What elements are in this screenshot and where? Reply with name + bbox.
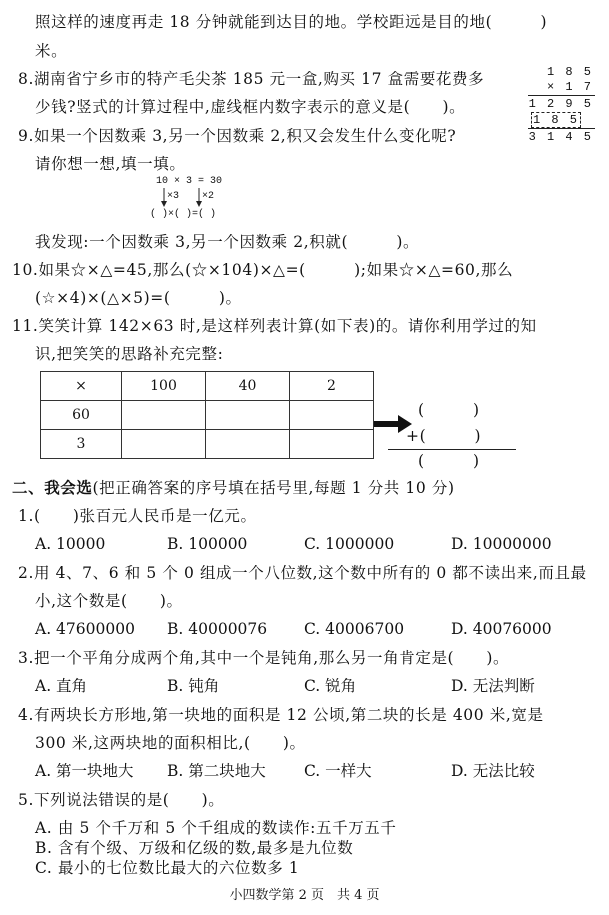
choice-question-5: 5.下列说法错误的是( )。	[18, 791, 225, 809]
option-a: A. 由 5 个千万和 5 个千组成的数读作:五千万五千	[35, 819, 397, 837]
question-9: 9.如果一个因数乘 3,另一个因数乘 2,积又会发生什么变化呢?	[18, 127, 457, 145]
table-cell: 100	[122, 372, 206, 401]
text-line: 照这样的速度再走 18 分钟就能到达目的地。学校距远是目的地( )	[35, 13, 548, 31]
option-d: D. 10000000	[451, 535, 552, 553]
choice-question-4: 300 米,这两块地的面积相比,( )。	[35, 734, 306, 752]
table-cell: 3	[41, 430, 122, 459]
page-footer: 小四数学第 2 页 共 4 页	[229, 888, 380, 903]
choice-question-3: 3.把一个平角分成两个角,其中一个是钝角,那么另一角肯定是( )。	[18, 649, 510, 667]
option-a: A. 47600000	[35, 620, 135, 638]
table-row	[41, 401, 374, 430]
option-c: C. 锐角	[304, 677, 357, 695]
vm-row: 1 8 5	[546, 65, 593, 79]
question-10: (☆×4)×(△×5)=( )。	[35, 289, 242, 307]
diagram-multiplier: ×2	[202, 191, 215, 202]
table-cell: 2	[290, 372, 374, 401]
sum-block	[388, 398, 516, 468]
option-d: D. 无法判断	[451, 677, 535, 695]
table-row	[41, 372, 374, 401]
table-cell	[290, 401, 374, 430]
question-9: 请你想一想,填一填。	[35, 155, 186, 173]
diagram-equation: 10 × 3 = 30	[156, 176, 223, 187]
choice-question-4: 4.有两块长方形地,第一块地的面积是 12 公顷,第二块的长是 400 米,宽是	[18, 706, 544, 724]
vm-rule	[528, 95, 595, 96]
table-row	[41, 430, 374, 459]
option-b: B. 含有个级、万级和亿级的数,最多是九位数	[35, 839, 354, 857]
choice-question-1: 1.( )张百元人民币是一亿元。	[18, 507, 257, 525]
option-a: A. 直角	[35, 677, 88, 695]
table-cell: 40	[206, 372, 290, 401]
option-b: B. 40000076	[167, 620, 268, 638]
option-c: C. 40006700	[304, 620, 405, 638]
vertical-multiplication	[520, 65, 595, 147]
vm-row: 3 1 4 5	[528, 130, 593, 144]
choice-question-2: 2.用 4、7、6 和 5 个 0 组成一个八位数,这个数中所有的 0 都不读出来,而且最	[18, 564, 587, 582]
table-cell	[206, 430, 290, 459]
table-cell: 60	[41, 401, 122, 430]
option-c: C. 1000000	[304, 535, 395, 553]
option-d: D. 40076000	[451, 620, 552, 638]
question-10: 10.如果☆×△=45,那么(☆×104)×△=( );如果☆×△=60,那么	[12, 261, 514, 279]
text-line: 米。	[35, 42, 68, 60]
table-cell	[206, 401, 290, 430]
option-a: A. 第一块地大	[35, 762, 134, 780]
table-cell	[122, 401, 206, 430]
sum-result: ( )	[418, 452, 480, 470]
option-a: A. 10000	[35, 535, 106, 553]
question-8: 8.湖南省宁乡市的特产毛尖茶 185 元一盒,购买 17 盒需要花费多	[18, 70, 485, 88]
sum-rule	[388, 449, 516, 450]
section-instruction: (把正确答案的序号填在括号里,每题 1 分共 10 分)	[92, 479, 455, 497]
question-11: 11.笑笑计算 142×63 时,是这样列表计算(如下表)的。请你利用学过的知	[12, 317, 537, 335]
vm-dashed-box: 1 8 5	[532, 113, 579, 127]
option-c: C. 一样大	[304, 762, 372, 780]
option-b: B. 100000	[167, 535, 248, 553]
table-cell	[290, 430, 374, 459]
vm-rule	[528, 128, 595, 129]
section-heading: 二、我会选	[12, 478, 93, 497]
option-c: C. 最小的七位数比最大的六位数多 1	[35, 859, 300, 877]
option-d: D. 无法比较	[451, 762, 535, 780]
vm-row: × 1 7	[546, 80, 593, 94]
option-b: B. 第二块地大	[167, 762, 266, 780]
question-9-conclusion: 我发现:一个因数乘 3,另一个因数乘 2,积就( )。	[35, 233, 420, 251]
diagram-blanks: ( )×( )=( )	[150, 209, 217, 220]
diagram-multiplier: ×3	[167, 191, 180, 202]
question-8: 少钱?竖式的计算过程中,虚线框内数字表示的意义是( )。	[35, 98, 466, 116]
table-cell	[122, 430, 206, 459]
table-cell: ×	[41, 372, 122, 401]
option-b: B. 钝角	[167, 677, 220, 695]
question-11: 识,把笑笑的思路补充完整:	[35, 345, 224, 363]
factor-diagram	[150, 176, 280, 226]
multiplication-table	[40, 371, 374, 459]
vm-row: 1 2 9 5	[528, 97, 593, 111]
sum-addend: ( )	[418, 401, 480, 419]
choice-question-2: 小,这个数是( )。	[35, 592, 183, 610]
sum-addend: +( )	[406, 427, 482, 445]
section-title	[12, 478, 455, 498]
